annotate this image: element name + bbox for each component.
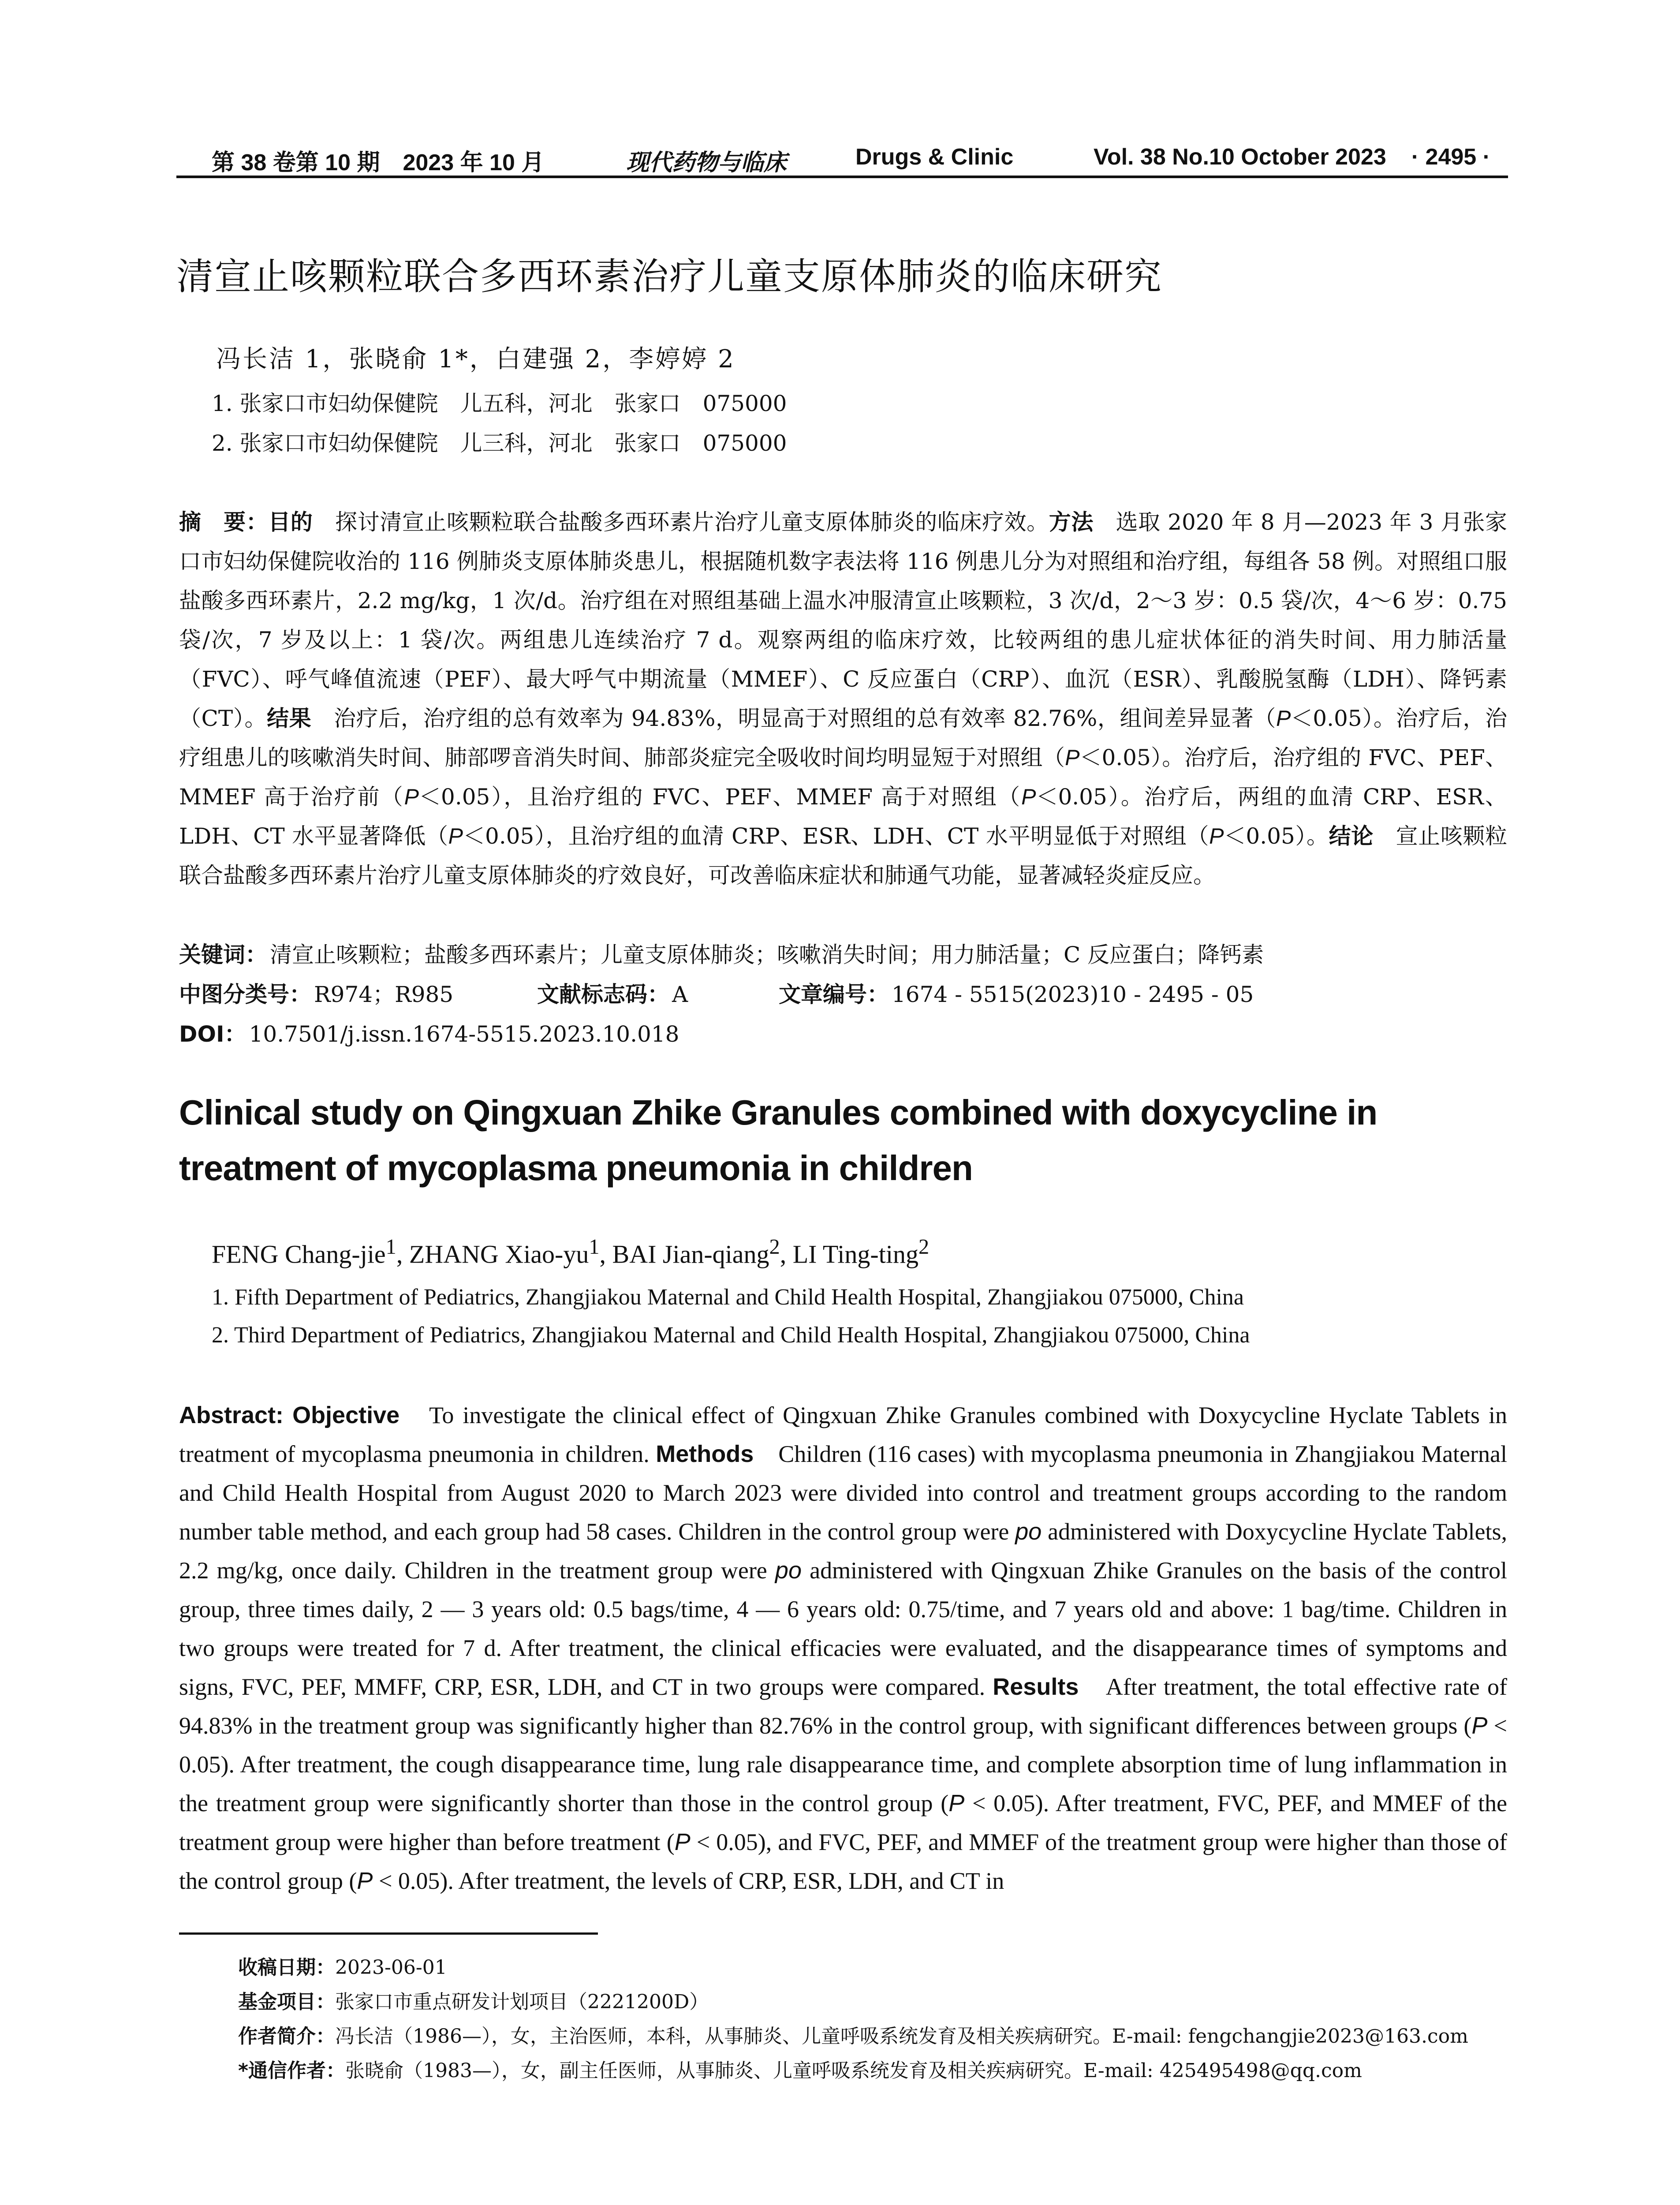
results-text-cn: ＜0.05）。治疗后，治疗组患儿的咳嗽消失时间、肺部啰音消失时间、肺部炎症完全吸收时间均明显短于对照组（ [179, 706, 1508, 770]
footnote-label: *通信作者： [238, 2059, 346, 2082]
author-separator: , [780, 1240, 793, 1269]
keywords-label: 关键词： [179, 942, 267, 968]
footnote-divider [179, 1932, 598, 1935]
clc-label: 中图分类号： [179, 982, 311, 1007]
doi-row [179, 1017, 679, 1048]
footnote-label: 作者简介： [238, 2025, 335, 2048]
affiliation-cn-2: 2. 张家口市妇幼保健院 儿三科，河北 张家口 075000 [212, 430, 787, 456]
author-affiliation-mark: 1 [385, 1235, 396, 1259]
results-text-cn: ＜0.05）。治疗后，两组的血清 CRP、ESR、LDH、CT 水平显著降低（ [179, 784, 1508, 849]
results-label-cn: 结果 [267, 706, 312, 731]
article-title-cn: 清宣止咳颗粒联合多西环素治疗儿童支原体肺炎的临床研究 [176, 255, 1163, 298]
authors-cn: 冯长洁 1，张晓俞 1*，白建强 2，李婷婷 2 [216, 345, 735, 374]
results-text-cn: ＜0.05），且治疗组的 FVC、PEF、MMEF 高于对照组（ [419, 784, 1022, 810]
author-separator: , [396, 1240, 409, 1269]
authors-en [212, 1235, 929, 1269]
conclusion-text-cn: 宣止咳颗粒联合盐酸多西环素片治疗儿童支原体肺炎的疗效良好，可改善临床症状和肺通气功能，显著减轻炎症反应。 [179, 823, 1508, 888]
results-text-cn: ＜0.05）。 [1224, 823, 1329, 849]
header-journal-cn: 现代药物与临床 [626, 149, 787, 176]
p-symbol: P [1209, 824, 1224, 848]
results-text-en: After treatment, the total effective rate of 94.83% in the treatment group was significantly higher than 82.76% in the control group, with significant differences between groups ( [179, 1674, 1508, 1739]
footnote-label: 收稿日期： [238, 1956, 335, 1979]
results-label-en: Results [993, 1674, 1079, 1700]
methods-text-cn: 选取 2020 年 8 月—2023 年 3 月张家口市妇幼保健院收治的 116 例肺炎支原体肺炎患儿，根据随机数字表法将 116 例患儿分为对照组和治疗组，每组各 58 例。对照组口服盐酸多西环素片，2.2 mg/kg，1 次/d。治疗组在对照组基础上温水冲服清宣止咳颗粒，3 次/d，2～3 岁：0.5 袋/次，4～6 岁：0.75 袋/次，7 岁及以上：1 袋/次。两组患儿连续治疗 7 d。观察两组的临床疗效，比较两组的患儿症状体征的消失时间、用力肺活量（FVC）、呼气峰值流速（PEF）、最大呼气中期流量（MMEF）、C 反应蛋白（CRP）、血沉（ESR）、乳酸脱氢酶（LDH）、降钙素（CT）。 [179, 509, 1508, 731]
footnote-value: 2023-06-01 [335, 1956, 447, 1979]
footnote-value: 冯长洁（1986—），女，主治医师，本科，从事肺炎、儿童呼吸系统发育及相关疾病研究。E-mail: fengchangjie2023@163.com [335, 2025, 1468, 2048]
footnote-funding [238, 1986, 1517, 2014]
running-header [176, 140, 1508, 178]
p-symbol: P [1021, 785, 1036, 809]
footnote-value: 张晓俞（1983—），女，副主任医师，从事肺炎、儿童呼吸系统发育及相关疾病研究。E-mail: 425495498@qq.com [345, 2059, 1362, 2082]
p-symbol: P [674, 1829, 691, 1855]
p-symbol: P [948, 1790, 965, 1816]
objective-label-cn: 目的 [268, 509, 313, 535]
po-abbrev: po [775, 1557, 802, 1584]
author-en: BAI Jian-qiang [612, 1240, 769, 1269]
abstract-cn-label: 摘 要： [179, 509, 269, 535]
header-issue: 第 38 卷第 10 期 2023 年 10 月 [212, 150, 545, 176]
p-symbol: P [448, 824, 463, 848]
keywords-row [179, 937, 1264, 969]
author-en: LI Ting-ting [792, 1240, 918, 1269]
p-symbol: P [404, 785, 419, 809]
document-code-value: A [672, 982, 688, 1007]
article-title-en: Clinical study on Qingxuan Zhike Granules combined with doxycycline in treatment of mycoplasma pneumonia in children [179, 1093, 1378, 1188]
affiliation-en-1: 1. Fifth Department of Pediatrics, Zhangjiakou Maternal and Child Health Hospital, Zhangjiakou 075000, China [212, 1285, 1244, 1310]
author-en: ZHANG Xiao-yu [409, 1240, 589, 1269]
results-text-cn: ＜0.05）。治疗后，治疗组的 FVC、PEF、MMEF 高于治疗前（ [179, 745, 1507, 810]
objective-label-en: Objective [292, 1402, 400, 1428]
footnote-corresponding [238, 2055, 1517, 2083]
results-text-en: < 0.05). After treatment, FVC, PEF, and MMEF of the treatment group were higher than before treatment ( [179, 1790, 1507, 1855]
classification-row [179, 977, 1254, 1009]
document-code-label: 文献标志码： [537, 982, 669, 1007]
methods-text-en: administered with Qingxuan Zhike Granules on the basis of the control group, three times daily, 2 — 3 years old: 0.5 bags/time, 4 — 6 years old: 0.75/time, and 7 years old and above: 1 bag/time. Children in two groups were treated for 7 d. After treatment, the clinical efficacies were evaluated, and the disappearance times of symptoms and signs, FVC, PEF, MMFF, CRP, ESR, LDH, and CT in two groups were compared. [179, 1557, 1508, 1700]
footnote-received [238, 1951, 1517, 1980]
article-number-value: 1674 - 5515(2023)10 - 2495 - 05 [892, 982, 1254, 1007]
header-volume: Vol. 38 No.10 October 2023 [1094, 144, 1386, 170]
results-text-cn: 治疗后，治疗组的总有效率为 94.83%，明显高于对照组的总有效率 82.76%，组间差异显著（ [311, 706, 1276, 731]
methods-text-en: Children (116 cases) with mycoplasma pneumonia in Zhangjiakou Maternal and Child Health Hospital from August 2020 to March 2023 were divided into control and treatment groups according to the random number table method, and each group had 58 cases. Children in the control group were [179, 1441, 1507, 1545]
footnote-label: 基金项目： [238, 1991, 335, 2013]
author-affiliation-mark: 2 [769, 1235, 780, 1259]
footnote-author-bio [238, 2020, 1517, 2048]
results-text-en: < 0.05). After treatment, the levels of CRP, ESR, LDH, and CT in [373, 1868, 1004, 1894]
p-symbol: P [357, 1868, 373, 1894]
abstract-en [179, 1396, 1507, 1900]
keywords-value: 清宣止咳颗粒；盐酸多西环素片；儿童支原体肺炎；咳嗽消失时间；用力肺活量；C 反应蛋白；降钙素 [270, 942, 1264, 968]
p-symbol: P [1276, 706, 1291, 731]
methods-label-cn: 方法 [1049, 509, 1094, 535]
header-page-number: · 2495 · [1411, 144, 1490, 170]
footnote-value: 张家口市重点研发计划项目（2221200D） [335, 1991, 709, 2013]
methods-label-en: Methods [656, 1441, 754, 1467]
abstract-en-label: Abstract: [179, 1402, 284, 1428]
affiliation-en-2: 2. Third Department of Pediatrics, Zhangjiakou Maternal and Child Health Hospital, Zhangjiakou 075000, China [212, 1323, 1250, 1348]
author-en: FENG Chang-jie [212, 1240, 386, 1269]
conclusion-label-cn: 结论 [1329, 823, 1374, 849]
results-text-en: < 0.05). After treatment, the cough disappearance time, lung rale disappearance time, and complete absorption time of lung inflammation in the treatment group were significantly shorter than those in the control group ( [179, 1712, 1507, 1816]
article-number-label: 文章编号： [779, 982, 889, 1007]
results-text-cn: ＜0.05），且治疗组的血清 CRP、ESR、LDH、CT 水平明显低于对照组（ [463, 823, 1210, 849]
results-text-en: < 0.05), and FVC, PEF, and MMEF of the treatment group were higher than those of the control group ( [179, 1829, 1508, 1894]
affiliation-cn-1: 1. 张家口市妇幼保健院 儿五科，河北 张家口 075000 [212, 391, 787, 416]
objective-text-en: To investigate the clinical effect of Qingxuan Zhike Granules combined with Doxycycline Hyclate Tablets in treatment of mycoplasma pneumonia in children. [179, 1402, 1507, 1467]
doi-value: 10.7501/j.issn.1674-5515.2023.10.018 [249, 1021, 679, 1047]
clc-value: R974；R985 [314, 982, 454, 1007]
doi-label: DOI： [179, 1021, 246, 1047]
po-abbrev: po [1015, 1518, 1042, 1545]
abstract-cn [179, 503, 1507, 895]
header-journal-en: Drugs & Clinic [855, 144, 1014, 170]
author-affiliation-mark: 1 [589, 1235, 600, 1259]
objective-text-cn: 探讨清宣止咳颗粒联合盐酸多西环素片治疗儿童支原体肺炎的临床疗效。 [313, 509, 1049, 535]
author-separator: , [599, 1240, 612, 1269]
p-symbol: P [1471, 1712, 1488, 1739]
methods-text-en: administered with Doxycycline Hyclate Tablets, 2.2 mg/kg, once daily. Children in the treatment group were [179, 1518, 1507, 1584]
p-symbol: P [1065, 745, 1080, 770]
author-affiliation-mark: 2 [918, 1235, 930, 1259]
